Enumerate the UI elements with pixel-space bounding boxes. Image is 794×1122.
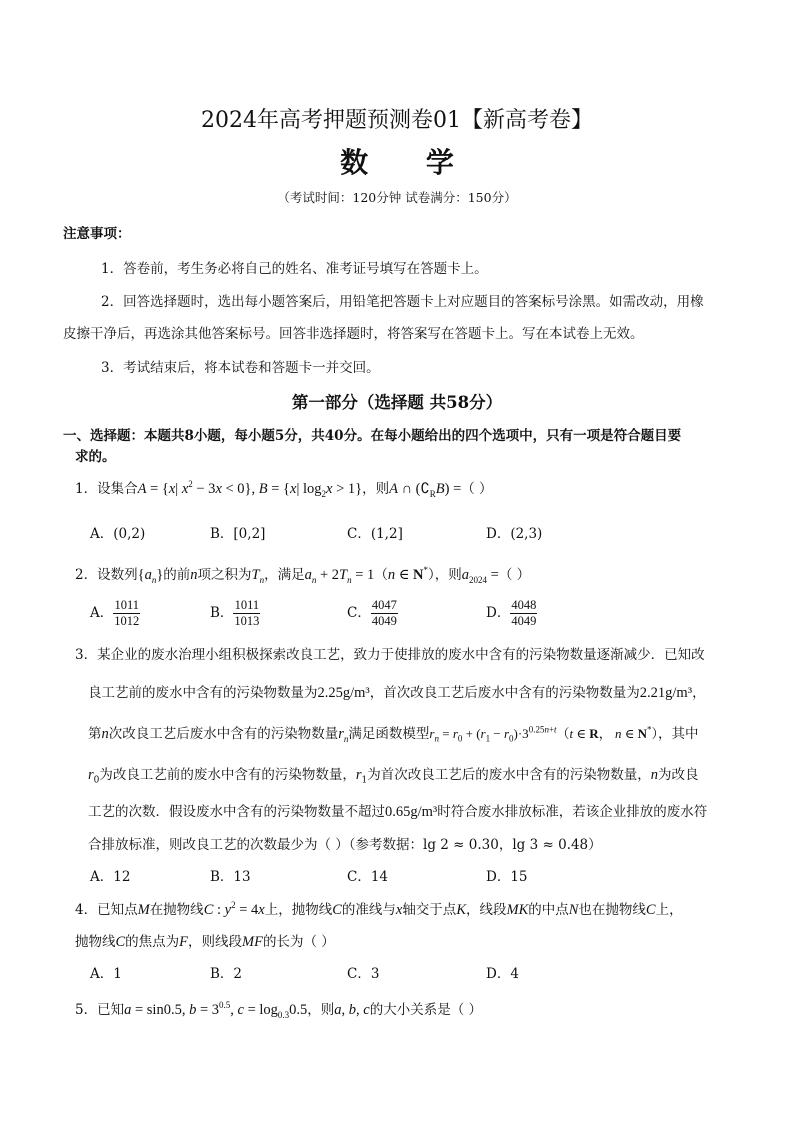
question-number: 3． (75, 647, 98, 663)
q2-option-b[interactable]: B． $\frac{1011}{1013}$ (210, 598, 260, 628)
question-5: 5．已知a = sin0.5, $b = 3^{0.5}$, $c = \log_{0.3}0.5$，则a, b, c的大小关系是（ ） (75, 1000, 483, 1020)
q4-option-a[interactable]: A．1 (90, 966, 122, 982)
math-expression: a = sin0.5, $b = 3^{0.5}$, $c = \log_{0.3}0.5$ (124, 1000, 308, 1020)
question-number: 2． (75, 567, 98, 583)
page-title: 2024年高考押题预测卷01【新高考卷】 (201, 108, 593, 133)
notice-heading: 注意事项： (63, 226, 131, 242)
math-expression: A = {x| $x^2 - 3x < 0$}, B = {x| $\log_2x > 1$} (137, 479, 363, 499)
subject-title: 数 学 (340, 146, 478, 179)
notice-item-2-cont: 皮擦干净后，再选涂其他答案标号。回答非选择题时，将答案写在答题卡上。写在本试卷上无效。 (63, 326, 644, 342)
question-number: 5． (75, 1002, 98, 1018)
q2-option-d[interactable]: D． $\frac{4048}{4049}$ (486, 598, 537, 628)
q3-option-b[interactable]: B．13 (210, 869, 251, 885)
fraction: $\frac{4048}{4049}$ (511, 598, 537, 628)
q4-option-d[interactable]: D．4 (486, 966, 519, 982)
q1-option-a[interactable]: A．(0,2) (90, 526, 146, 542)
question-3-line-6: 合排放标准，则改良工艺的次数最少为（ ）（参考数据：lg 2 ≈ 0.30，lg 3 ≈ 0.48） (88, 837, 602, 853)
question-2: 2．设数列$\{a_n\}$的前n项之积为$T_n$，满足$a_n + 2T_n = 1(n$ ∈ N*），则$a_{2024}$ =（ ） (75, 565, 531, 585)
math-expression: $r_n = r_0 + (r_1 - r_0)\cdot 3^{0.25n+t}(t$ ∈ R， n ∈ N*） (429, 724, 658, 744)
question-3-line-5: 工艺的次数．假设废水中含有的污染物数量不超过0.65g/m³时符合废水排放标准，若该企业排放的废水符 (88, 804, 708, 820)
question-3-line-3: 第n次改良工艺后废水中含有的污染物数量$r_n$满足函数模型$r_n = r_0 + (r_1 - r_0)\cdot 3^{0.25n+t}(t$ ∈ R， n ∈ N*），其中 (88, 724, 699, 744)
notice-item-2: 2．回答选择题时，选出每小题答案后，用铅笔把答题卡上对应题目的答案标号涂黑。如需改动，用橡 (101, 294, 704, 310)
question-1: 1．设集合A = {x| $x^2 - 3x < 0$}, B = {x| $\log_2x > 1$}，则A ∩ $(∁_RB)$ =（ ） (75, 479, 493, 499)
q4-option-b[interactable]: B．2 (210, 966, 243, 982)
part1-instruction-cont: 求的。 (75, 449, 116, 465)
q3-option-c[interactable]: C．14 (347, 869, 389, 885)
fraction: $\frac{4047}{4049}$ (371, 598, 397, 628)
part1-heading: 第一部分（选择题 共58分） (291, 393, 503, 412)
question-4-line-2: 抛物线C的焦点为F，则线段MF的长为（ ） (75, 934, 335, 950)
notice-item-1: 1．答卷前，考生务必将自己的姓名、准考证号填写在答题卡上。 (101, 261, 488, 277)
fraction: $\frac{1011}{1012}$ (114, 598, 140, 628)
math-expression: $a_n + 2T_n = 1$ (304, 567, 375, 585)
question-3-line-4: $r_0$为改良工艺前的废水中含有的污染物数量，$r_1$为首次改良工艺后的废水中含有的污染物数量，n为改良 (88, 767, 699, 786)
q1-option-c[interactable]: C．(1,2] (347, 526, 403, 542)
part1-instruction: 一、选择题：本题共8小题，每小题5分，共40分。在每小题给出的四个选项中，只有一项是符合题目要 (63, 428, 682, 444)
question-3: 3．某企业的废水治理小组积极探索改良工艺，致力于使排放的废水中含有的污染物数量逐渐减少．已知改 (75, 647, 705, 663)
question-3-line-2: 良工艺前的废水中含有的污染物数量为2.25g/m³，首次改良工艺后废水中含有的污染物数量为2.21g/m³， (88, 685, 706, 701)
exam-info: （考试时间：120分钟 试卷满分：150分） (277, 190, 517, 205)
q3-option-d[interactable]: D．15 (486, 869, 528, 885)
q2-option-a[interactable]: A． $\frac{1011}{1012}$ (90, 598, 140, 628)
q1-option-b[interactable]: B．[0,2] (210, 526, 266, 542)
q3-option-a[interactable]: A．12 (90, 869, 131, 885)
fraction: $\frac{1011}{1013}$ (234, 598, 260, 628)
question-4: 4．已知点M在抛物线C : $y^2 = 4x$上，抛物线C的准线与x轴交于点K，线段MK的中点N也在抛物线C上， (75, 900, 683, 918)
math-expression: A ∩ $(∁_RB)$ = (389, 481, 462, 499)
q2-option-c[interactable]: C． $\frac{4047}{4049}$ (347, 598, 397, 628)
question-number: 1． (75, 481, 98, 497)
q4-option-c[interactable]: C．3 (347, 966, 380, 982)
question-number: 4． (75, 902, 98, 918)
q1-option-d[interactable]: D．(2,3) (486, 526, 543, 542)
notice-item-3: 3．考试结束后，将本试卷和答题卡一并交回。 (101, 360, 380, 376)
